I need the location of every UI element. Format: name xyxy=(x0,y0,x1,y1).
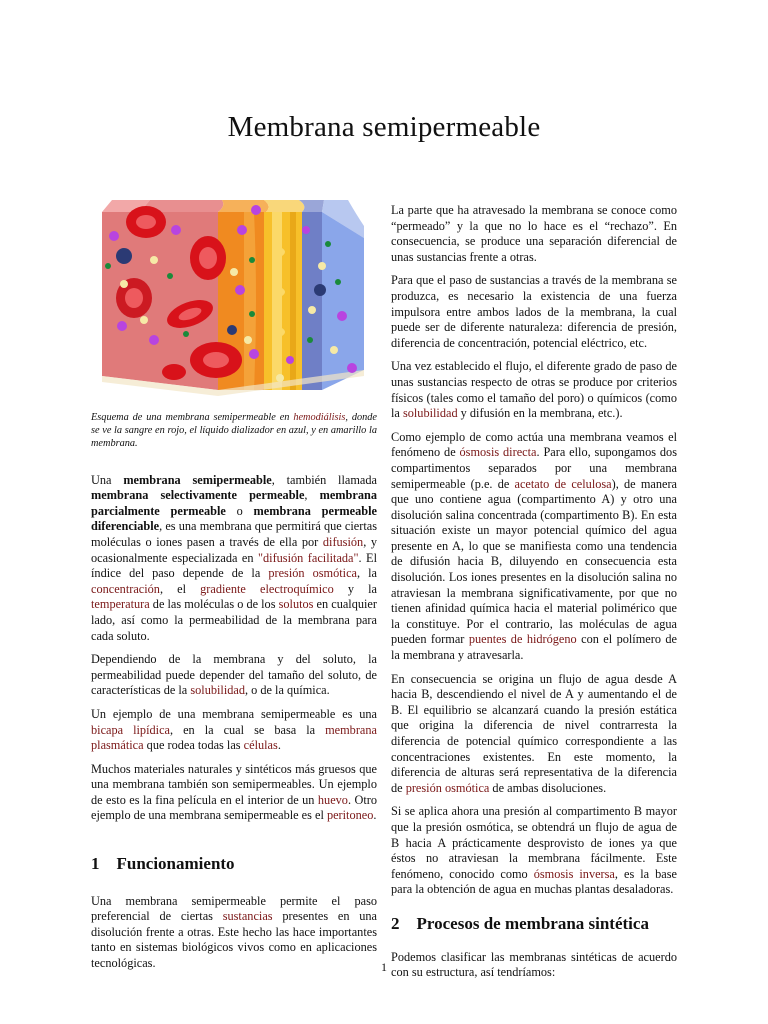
link-gradiente-electroquimico[interactable]: gradiente electroquímico xyxy=(200,581,334,596)
link-puentes-de-hidrogeno[interactable]: puentes de hidrógeno xyxy=(468,632,577,647)
link-presion-osmotica-2[interactable]: presión osmótica xyxy=(405,780,490,795)
link-temperatura[interactable]: temperatura xyxy=(91,597,150,612)
intro-paragraph-3: Un ejemplo de una membrana semipermeable es una bicapa lipídica, en la cual se basa la membrana plasmática que rodea todas las células. xyxy=(91,706,377,753)
section-title: Procesos de membrana sintética xyxy=(416,913,649,933)
link-solubilidad[interactable]: solubilidad xyxy=(190,683,245,698)
link-difusion[interactable]: difusión xyxy=(322,534,364,549)
link-huevo[interactable]: huevo xyxy=(317,792,348,807)
link-presion-osmotica[interactable]: presión osmótica xyxy=(268,566,357,581)
section1-paragraph-1: Una membrana semipermeable permite el paso preferencial de ciertas sustancias presentes en una disolución frente a otras. Este hecho las hace importantes tanto en sistemas biológicos vivos como en aplicaciones tecnológicas. xyxy=(91,893,377,971)
link-acetato-de-celulosa[interactable]: acetato de celulosa xyxy=(514,476,612,491)
section-number: 1 xyxy=(91,854,100,874)
page-title: Membrana semipermeable xyxy=(227,111,541,143)
section-title: Funcionamiento xyxy=(116,854,235,874)
link-osmosis-inversa[interactable]: ósmosis inversa xyxy=(533,866,615,881)
section2-paragraph-1: Podemos clasificar las membranas sintéticas de acuerdo con su estructura, así tendríamos: xyxy=(391,949,677,980)
right-paragraph-2: Para que el paso de sustancias a través de la membrana se produzca, es necesario la existencia de una fuerza impulsora entre ambos lados de la membrana, la cual puede ser de diferente naturaleza: diferencia de presión, diferencia de concentración, potencial eléctrico, etc. xyxy=(391,273,677,350)
link-peritoneo[interactable]: peritoneo xyxy=(326,808,374,823)
section-number: 2 xyxy=(391,913,400,933)
section-heading-procesos xyxy=(391,913,677,933)
right-paragraph-3: Una vez establecido el flujo, el diferente grado de paso de unas sustancias respecto de otras se produce por criterios físicos (tales como el tamaño del poro) o químicos (como la solubilidad y difusión en la membrana, etc.). xyxy=(391,359,677,421)
hemodialysis-membrane-figure xyxy=(94,200,376,396)
right-paragraph-4: Como ejemplo de como actúa una membrana veamos el fenómeno de ósmosis directa. Para ello, supongamos dos compartimentos separados por una membrana semipermeable (p.e. de acetato de celulosa), de manera que uno contiene agua (compartimento A) y otro una disolución salina concentrada (compartimento B). En esta situación existe un mayor potencial químico del agua presente en A, lo que se manifiesta como una tendencia de difusión hacia B, diluyendo en consecuencia esta disolución. Los iones presentes en la disolución salina no atraviesan la membrana significativamente, por que no tienen afinidad química hacia el material polimérico que la constituye. Por el contrario, las moléculas de agua pueden formar puentes de hidrógeno con el polímero de la membrana y atravesarla. xyxy=(391,429,678,663)
intro-paragraph-2: Dependiendo de la membrana y del soluto, la permeabilidad puede depender del tamaño del soluto, de características de la solubilidad, o de la química. xyxy=(91,652,377,698)
dialysate-dark-region xyxy=(302,212,322,390)
membrane-region xyxy=(264,212,302,390)
link-solutos[interactable]: solutos xyxy=(278,597,314,612)
link-difusion-facilitada[interactable]: "difusión facilitada" xyxy=(257,550,359,565)
link-sustancias[interactable]: sustancias xyxy=(222,909,273,924)
link-concentracion[interactable]: concentración xyxy=(91,581,160,596)
left-column xyxy=(91,200,377,980)
right-paragraph-1: La parte que ha atravesado la membrana se conoce como “permeado” y la que no lo hace es el “rechazo”. En consecuencia, se produce una separación diferencial de unas sustancias frente a otras. xyxy=(391,203,677,264)
figure-caption: Esquema de una membrana semipermeable en hemodiálisis, donde se ve la sangre en rojo, el líquido dializador en azul, y en amarillo la membrana. xyxy=(91,411,377,449)
section-heading-funcionamiento xyxy=(91,856,377,872)
right-paragraph-6: Si se aplica ahora una presión al compartimento B mayor que la presión osmótica, se obtendrá un flujo de agua de B hacia A prácticamente desprovisto de iones ya que éstos no atraviesan la membrana fácilmente. Este fenómeno, conocido como ósmosis inversa, es la base para la obtención de agua en muchas plantas desaladoras. xyxy=(391,804,678,897)
intro-paragraph-4: Muchos materiales naturales y sintéticos más gruesos que una membrana también son semipermeables. Un ejemplo de esto es la fina película en el interior de un huevo. Otro ejemplo de una membrana semipermeable es el peritoneo. xyxy=(91,761,377,823)
link-celulas[interactable]: células xyxy=(243,738,278,753)
dialysate-light-region xyxy=(322,212,364,390)
link-membrana-plasmatica[interactable]: membrana plasmática xyxy=(91,722,377,753)
link-hemodialisis[interactable]: hemodiálisis xyxy=(293,411,346,423)
link-bicapa-lipidica[interactable]: bicapa lipídica xyxy=(91,722,170,737)
link-solubilidad-2[interactable]: solubilidad xyxy=(402,406,458,421)
right-paragraph-5: En consecuencia se origina un flujo de agua desde A hacia B, descendiendo el nivel de A y aumentando el de B. El equilibrio se alcanzará cuando la presión estática que origina la diferencia de nivel contrarresta la diferencia de potencial químico correspondiente a las concentraciones existentes. En este momento, la diferencia de alturas será representativa de la diferencia de presión osmótica de ambas disoluciones. xyxy=(391,671,677,795)
link-osmosis-directa[interactable]: ósmosis directa xyxy=(459,445,537,460)
intro-paragraph-1: Una membrana semipermeable, también llamada membrana selectivamente permeable, membrana parcialmente permeable o membrana permeable diferenciable, es una membrana que permitirá que ciertas moléculas o iones pasen a través de ella por difusión, y ocasionalmente especializada en "difusión facilitada". El índice del paso depende de la presión osmótica, la concentración, el gradiente electroquímico y la temperatura de las moléculas o de los solutos en cualquier lado, así como la permeabilidad de la membrana para cada soluto. xyxy=(91,472,378,643)
page-number: 1 xyxy=(381,960,387,974)
right-column xyxy=(391,203,677,989)
